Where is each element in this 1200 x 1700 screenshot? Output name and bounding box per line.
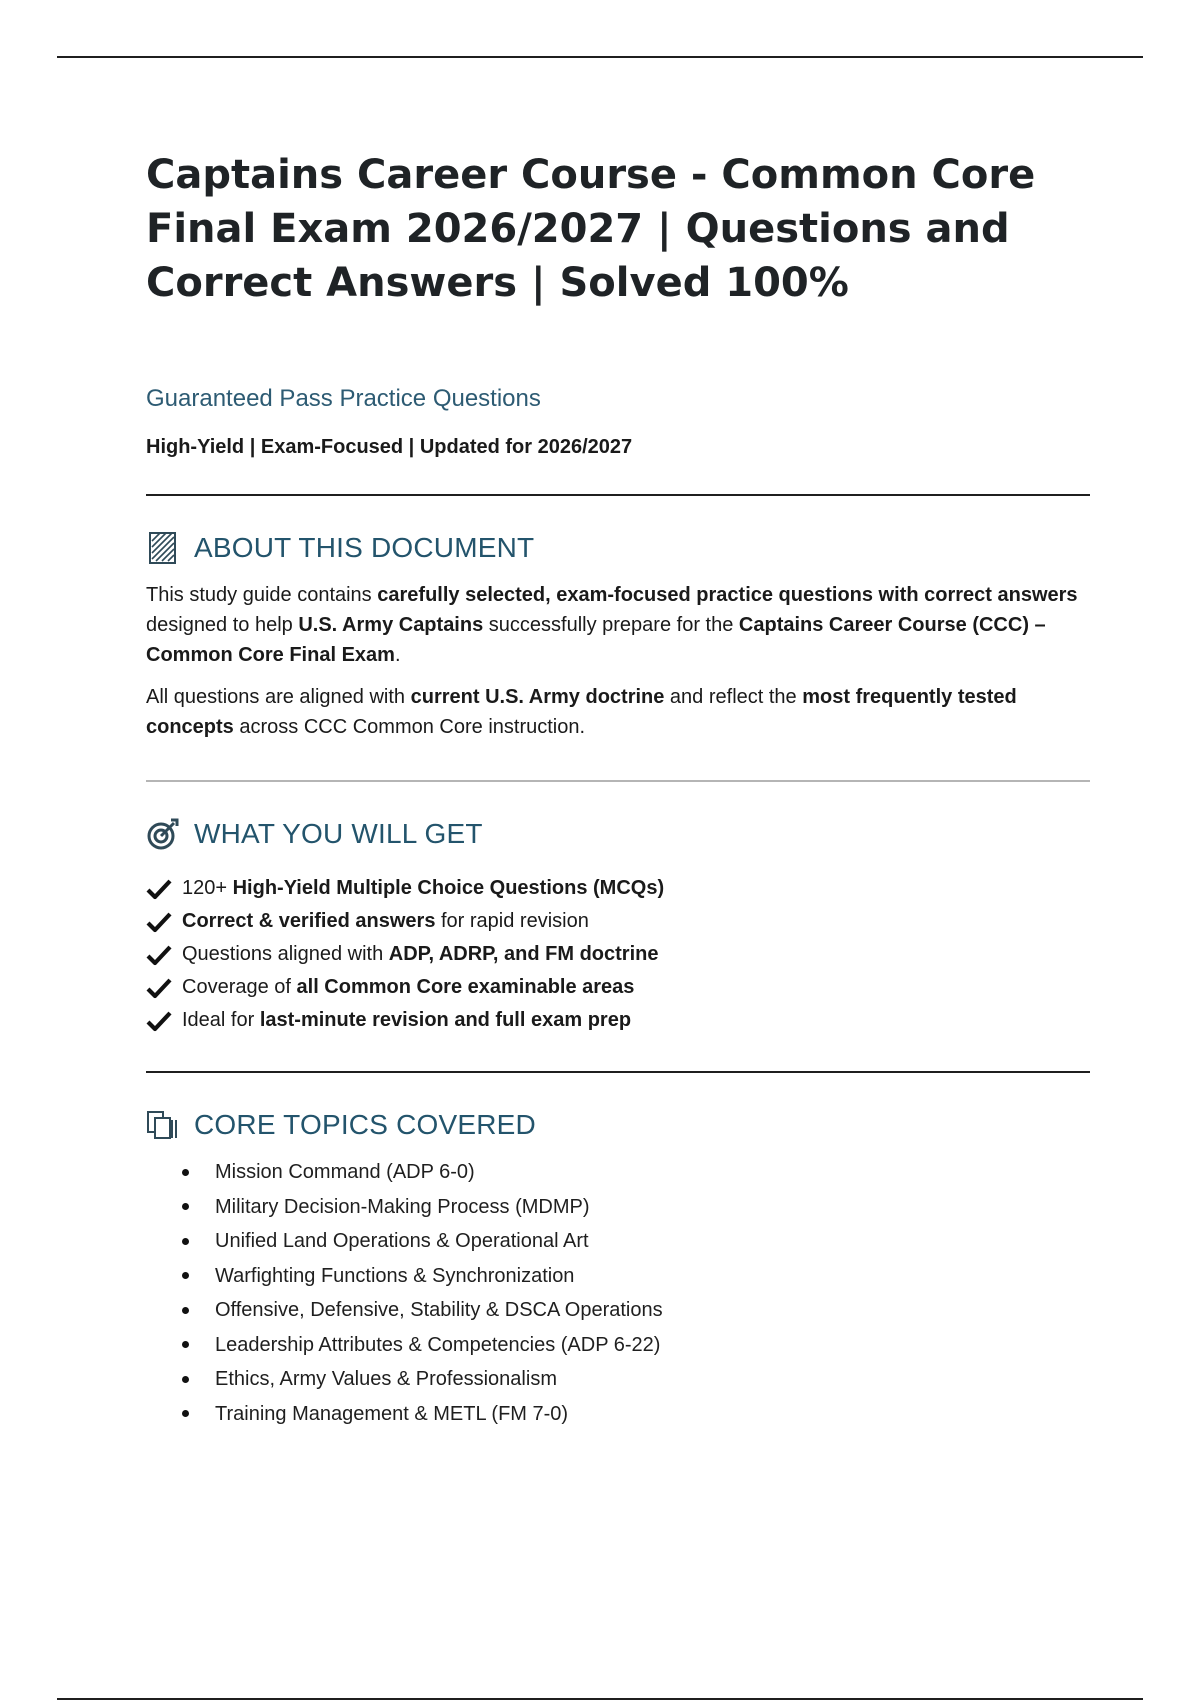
about-paragraph-1: This study guide contains carefully selected, exam-focused practice questions with correct answers designed to help U.S. Army Captains successfully prepare for the Captains Career Course (CCC) – Common Core Final Exam. (146, 584, 1078, 666)
list-item: Training Management & METL (FM 7-0) (182, 1397, 1090, 1432)
page-title: Captains Career Course - Common Core Final Exam 2026/2027 | Questions and Correct Answers | Solved 100% (146, 152, 1036, 306)
list-item: Unified Land Operations & Operational Art (182, 1224, 1090, 1259)
top-rule (57, 56, 1143, 58)
document-body (146, 148, 1090, 1431)
checkmark-icon (146, 944, 172, 966)
list-item: Leadership Attributes & Competencies (ADP 6-22) (182, 1328, 1090, 1363)
bullet-icon (182, 1203, 189, 1210)
bullet-icon (182, 1169, 189, 1176)
bullet-icon (182, 1410, 189, 1417)
what-you-get-heading: WHAT YOU WILL GET (194, 818, 483, 849)
bullet-icon (182, 1307, 189, 1314)
checkmark-icon (146, 977, 172, 999)
list-item: Coverage of all Common Core examinable areas (146, 971, 1090, 1004)
list-item: Ethics, Army Values & Professionalism (182, 1362, 1090, 1397)
bullet-icon (182, 1272, 189, 1279)
about-heading: ABOUT THIS DOCUMENT (194, 532, 535, 563)
topics-list (182, 1155, 1090, 1431)
divider (146, 1071, 1090, 1073)
target-icon (146, 817, 180, 851)
list-item: Military Decision-Making Process (MDMP) (182, 1190, 1090, 1225)
about-section-header (146, 530, 1090, 566)
list-item: Questions aligned with ADP, ADRP, and FM doctrine (146, 938, 1090, 971)
bullet-icon (182, 1341, 189, 1348)
list-item: 120+ High-Yield Multiple Choice Questions (MCQs) (146, 872, 1090, 905)
tagline: High-Yield | Exam-Focused | Updated for 2026/2027 (146, 436, 633, 458)
list-item: Mission Command (ADP 6-0) (182, 1155, 1090, 1190)
checkmark-icon (146, 878, 172, 900)
core-topics-heading: CORE TOPICS COVERED (194, 1109, 536, 1140)
list-item: Warfighting Functions & Synchronization (182, 1259, 1090, 1294)
benefits-list (146, 872, 1090, 1037)
core-topics-section-header (146, 1107, 1090, 1143)
what-you-get-section-header (146, 816, 1090, 852)
divider (146, 494, 1090, 496)
document-icon (146, 531, 180, 565)
divider (146, 780, 1090, 782)
list-item: Ideal for last-minute revision and full exam prep (146, 1004, 1090, 1037)
subtitle: Guaranteed Pass Practice Questions (146, 385, 541, 412)
checkmark-icon (146, 911, 172, 933)
about-paragraph-2: All questions are aligned with current U.S. Army doctrine and reflect the most frequently tested concepts across CCC Common Core instruction. (146, 686, 1017, 738)
books-icon (146, 1108, 180, 1142)
list-item: Offensive, Defensive, Stability & DSCA Operations (182, 1293, 1090, 1328)
checkmark-icon (146, 1010, 172, 1032)
bullet-icon (182, 1238, 189, 1245)
bullet-icon (182, 1376, 189, 1383)
list-item: Correct & verified answers for rapid revision (146, 905, 1090, 938)
